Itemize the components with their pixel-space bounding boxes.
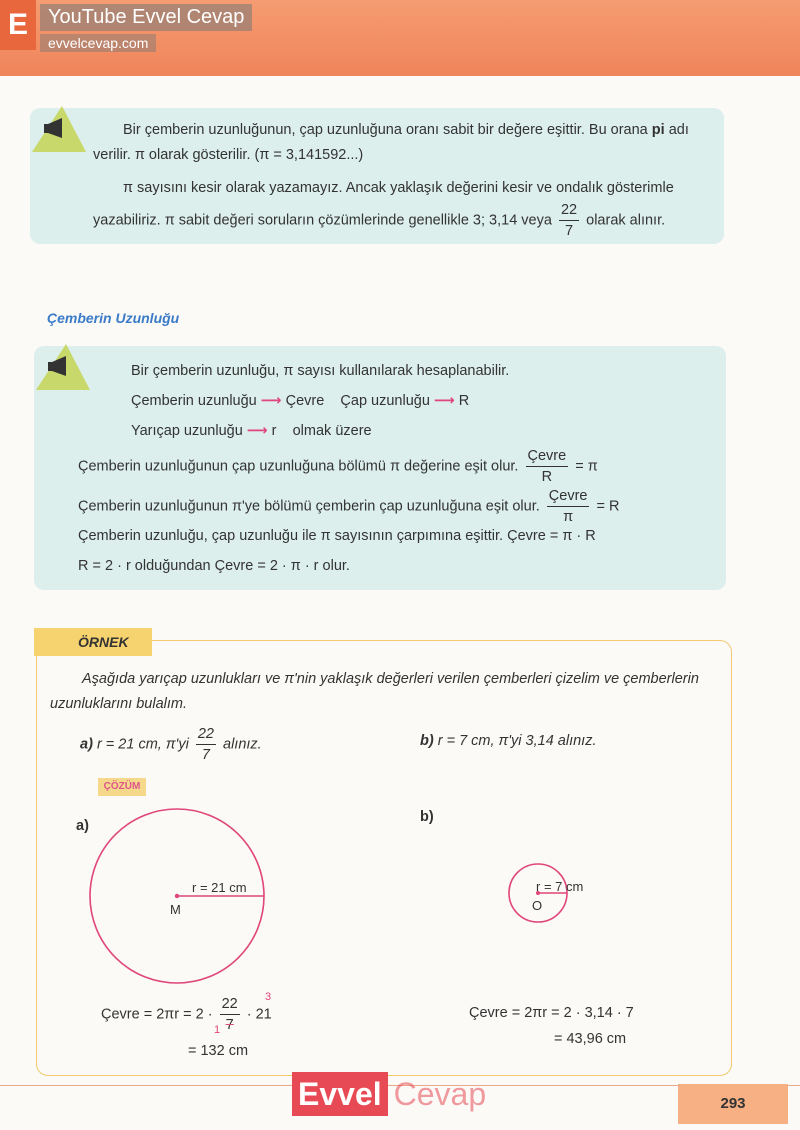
megaphone-icon — [32, 106, 86, 152]
logo-badge: E — [0, 0, 36, 50]
circle-a-radius-label: r = 21 cm — [192, 880, 247, 895]
fraction-22-7: $\frac{22}{7}$ — [560, 202, 578, 239]
fraction-cevre-R: $\frac{\text{Çevre}}{R}$ — [527, 448, 567, 485]
section-title: Çemberin Uzunluğu — [47, 310, 180, 326]
box2-def1: Çemberin uzunluğu ⟶ Çevre Çap uzunluğu ⟶ R — [131, 393, 470, 409]
box2-rule3: Çemberin uzunluğu, çap uzunluğu ile π sayısının çarpımına eşittir. Çevre = π · R — [78, 528, 596, 544]
fraction-22-7: $\frac{22}{7}$ — [221, 996, 238, 1033]
box2-rule2: Çemberin uzunluğunun π'ye bölümü çemberin çap uzunluğuna eşit olur. $\frac{\text{Çevre}}{\pi}$ = R — [78, 488, 620, 525]
circle-b-center-label: O — [532, 898, 543, 913]
channel-title: YouTube Evvel Cevap — [40, 4, 252, 31]
part-b-question: b) r = 7 cm, π'yi 3,14 alınız. — [420, 733, 597, 749]
solution-b-label: b) — [420, 809, 434, 825]
part-a-question: a) r = 21 cm, π'yi $\frac{22}{7}$ alınız. — [80, 726, 262, 763]
calc-a-line: Çevre = 2πr = 2 · $\frac{22}{7}$ · 21 — [101, 996, 272, 1033]
box2-rule4: R = 2 · r olduğundan Çevre = 2 · π · r olur. — [78, 558, 350, 574]
calc-b-result: = 43,96 cm — [554, 1031, 627, 1047]
arrow-right-icon: ⟶ — [433, 393, 455, 409]
box1-line4: yazabiliriz. π sabit değeri soruların çözümlerinde genellikle 3; 3,14 veya $\frac{22}{7}$ olarak alınır. — [93, 202, 666, 239]
pi-term: pi — [651, 122, 665, 138]
fraction-22-7: $\frac{22}{7}$ — [197, 726, 214, 763]
fraction-cevre-pi: $\frac{\text{Çevre}}{\pi}$ — [548, 488, 588, 525]
calc-b-line: Çevre = 2πr = 2 · 3,14 · 7 — [469, 1005, 634, 1021]
box2-rule1: Çemberin uzunluğunun çap uzunluğuna bölümü π değerine eşit olur. $\frac{\text{Çevre}}{R}$ = π — [78, 448, 598, 485]
box1-line2: verilir. π olarak gösterilir. (π = 3,141592...) — [93, 147, 364, 163]
arrow-right-icon: ⟶ — [260, 393, 282, 409]
cancel-mark-3: 3 — [265, 991, 272, 1003]
solution-tag: ÇÖZÜM — [98, 778, 146, 796]
megaphone-icon — [36, 344, 90, 390]
circle-b-radius-label: r = 7 cm — [536, 879, 584, 894]
circle-a-center-label: M — [170, 902, 181, 917]
box1-line1: Bir çemberin uzunluğunun, çap uzunluğuna oranı sabit bir değere eşittir. Bu orana pi adı — [123, 122, 689, 138]
example-question-1: Aşağıda yarıçap uzunlukları ve π'nin yaklaşık değerleri verilen çemberleri çizelim ve çemberlerin — [82, 671, 699, 687]
box1-line3: π sayısını kesir olarak yazamayız. Ancak yaklaşık değerini kesir ve ondalık gösterimle — [123, 180, 674, 196]
page-number: 293 — [678, 1084, 788, 1124]
example-tag: ÖRNEK — [34, 628, 152, 656]
evvel-cevap-logo: Evvel Cevap — [292, 1072, 492, 1116]
cancel-mark-1: 1 — [214, 1024, 221, 1036]
arrow-right-icon: ⟶ — [246, 423, 268, 439]
calc-a-result: = 132 cm — [188, 1043, 249, 1059]
box2-intro: Bir çemberin uzunluğu, π sayısı kullanılarak hesaplanabilir. — [131, 363, 510, 379]
center-a — [175, 894, 179, 898]
site-url: evvelcevap.com — [40, 34, 156, 52]
example-question-2: uzunluklarını bulalım. — [50, 696, 188, 712]
solution-a-label: a) — [76, 818, 89, 834]
box2-def2: Yarıçap uzunluğu ⟶ r olmak üzere — [131, 423, 372, 439]
